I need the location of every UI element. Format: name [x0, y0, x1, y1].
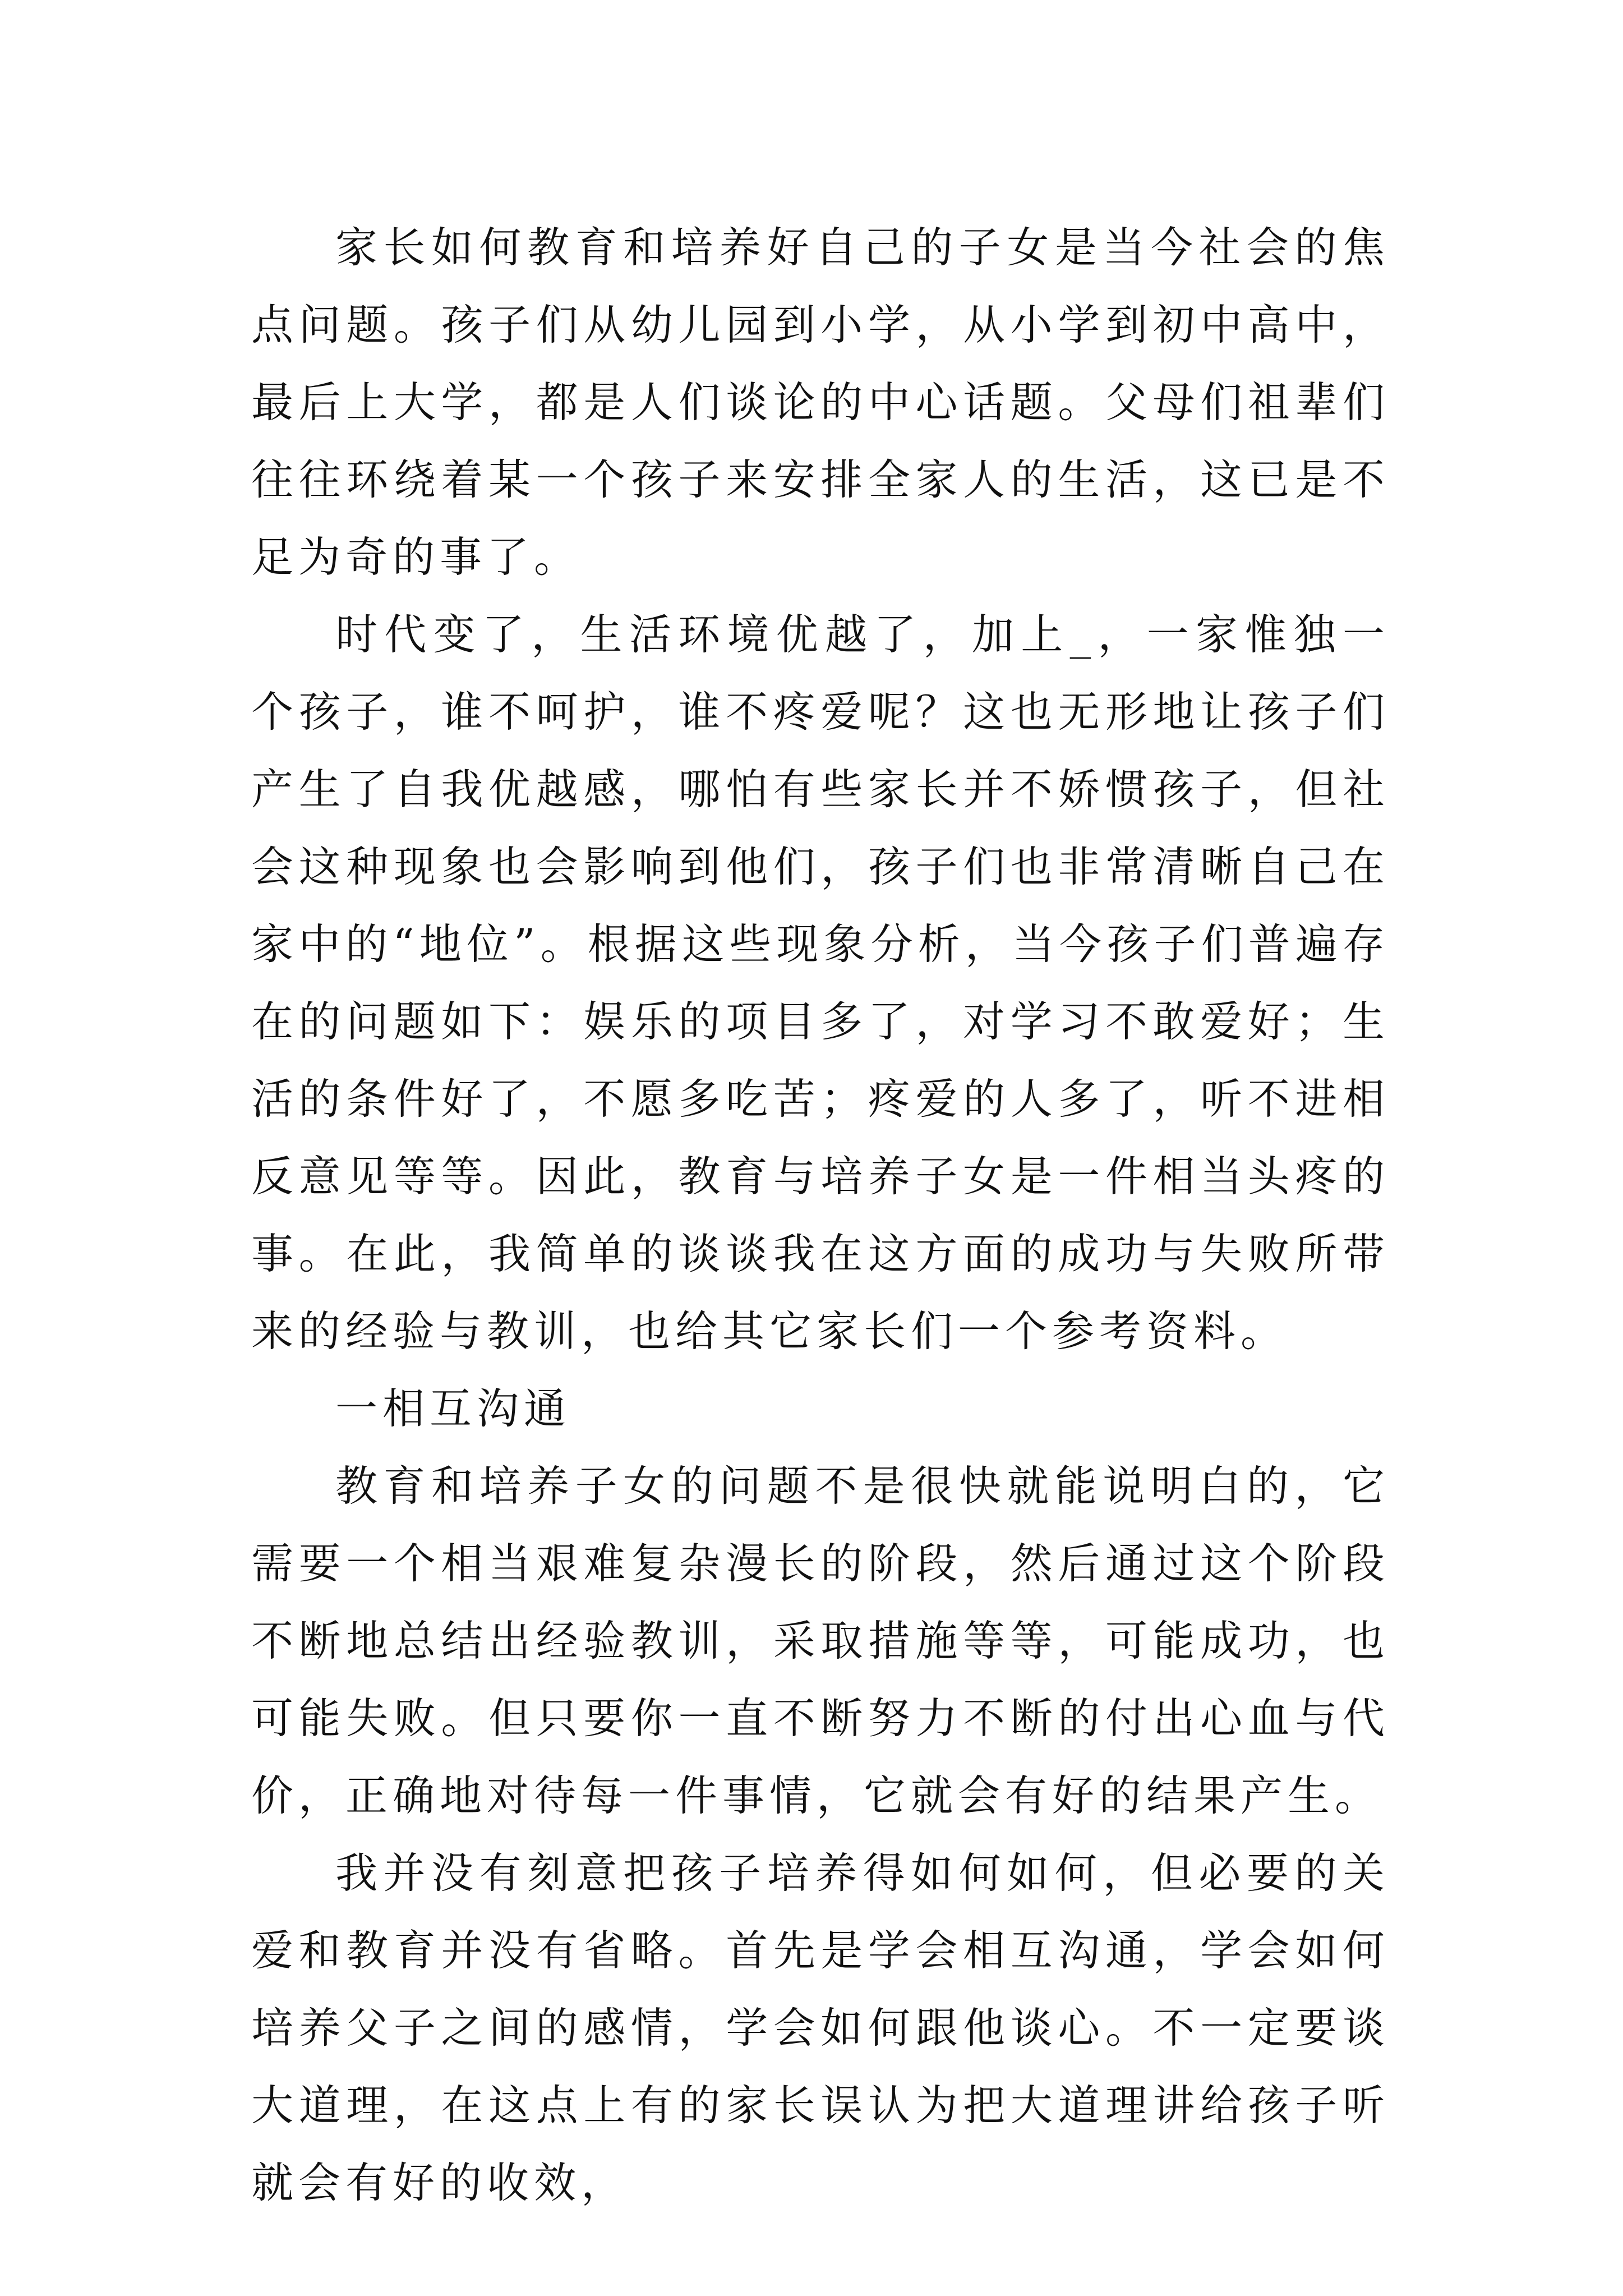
paragraph-times-changed: 时代变了，生活环境优越了，加上_，一家惟独一个孩子，谁不呵护，谁不疼爱呢？这也无形地让孩子们产生了自我优越感，哪怕有些家长并不娇惯孩子，但社会这种现象也会影响到他们，孩子们也非常清晰自己在家中的“地位”。根据这些现象分析，当今孩子们普遍存在的问题如下：娱乐的项目多了，对学习不敢爱好；生活的条件好了，不愿多吃苦；疼爱的人多了，听不进相反意见等等。因此，教育与培养子女是一件相当头疼的事。在此，我简单的谈谈我在这方面的成功与失败所带来的经验与教训，也给其它家长们一个参考资料。: [251, 610, 1390, 1356]
paragraph-education-process: 教育和培养子女的问题不是很快就能说明白的，它需要一个相当艰难复杂漫长的阶段，然后通过这个阶段不断地总结出经验教训，采取措施等等，可能成功，也可能失败。但只要你一直不断努力不断的付出心血与代价，正确地对待每一件事情，它就会有好的结果产生。: [251, 1461, 1390, 1820]
section-heading: 一相互沟通: [335, 1384, 571, 1433]
paragraph-communication: 我并没有刻意把孩子培养得如何如何，但必要的关爱和教育并没有省略。首先是学会相互沟通，学会如何培养父子之间的感情，学会如何跟他谈心。不一定要谈大道理，在这点上有的家长误认为把大道理讲给孩子听就会有好的收效，: [251, 1848, 1390, 2207]
paragraph-intro: 家长如何教育和培养好自己的子女是当今社会的焦点问题。孩子们从幼儿园到小学，从小学到初中高中，最后上大学，都是人们谈论的中心话题。父母们祖辈们往往环绕着某一个孩子来安排全家人的生活，这已是不足为奇的事了。: [251, 223, 1390, 582]
document-body: [251, 209, 1390, 2221]
